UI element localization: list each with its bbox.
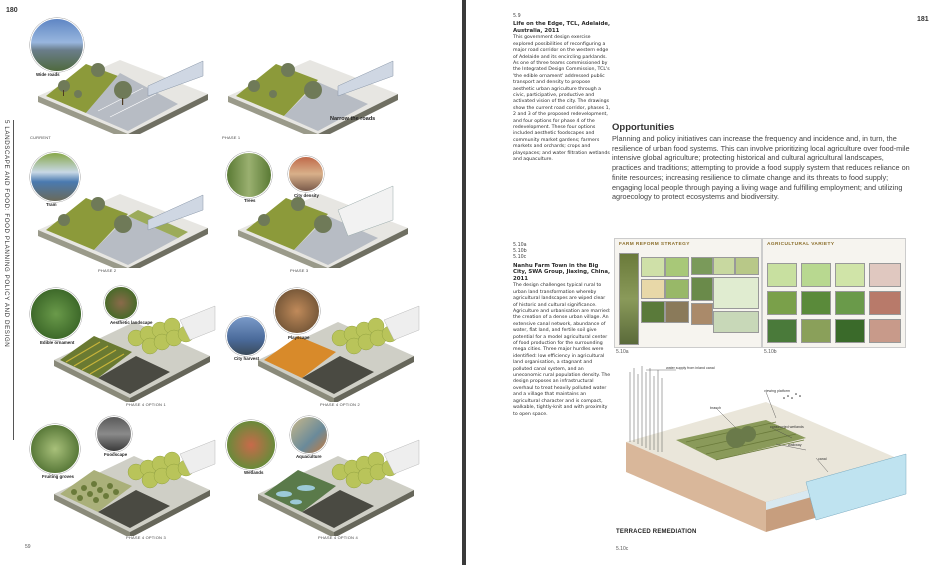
- figure-id-5-10a: 5.10a: [513, 243, 527, 248]
- diagram-phase-4-option-2: [244, 290, 424, 402]
- case-body-nanhu: The design challenges typical rural to urban land transformation whereby agricultural landscapes are wiped clear of historic and cultural significance. Agriculture and urbanisation are married: the creation of a dense urban village. An extensive canal network, abundance of water, flat land, and fertile soil give potential for a model agricultural center of food production for the surrounding mega cities. Three major hurdles were identified: low efficiency in agricultural land organisation, a stagnant and polluted canal system, and an uneconomic rural population density. The design proposes an infrastructural overhaul to treat heavily polluted water and a village that maintains an agricultural character and is compact, walkable, tightly-knit and with proximity to open space.: [513, 283, 611, 417]
- label-wetlands: Wetlands: [244, 470, 264, 475]
- board-b-thumb: [835, 291, 865, 315]
- photo-city-harvest: [226, 316, 266, 356]
- board-b-thumb: [835, 263, 865, 287]
- photo-aesthetic-landscape: [104, 286, 138, 320]
- figure-id-5-10b: 5.10b: [513, 249, 527, 255]
- board-b-caption: 5.10b: [764, 349, 777, 355]
- board-b-thumb: [869, 291, 901, 315]
- label-city-density: City density: [294, 193, 319, 198]
- photo-tram: [30, 152, 80, 202]
- board-title-farm-reform: FARM REFORM STRATEGY: [619, 242, 690, 247]
- board-agricultural-variety: [762, 238, 906, 348]
- caption-phase-4-option-3: PHASE 4 OPTION 3: [126, 535, 166, 540]
- caption-phase-3: PHASE 3: [290, 268, 309, 273]
- photo-playscape: [274, 288, 320, 334]
- board-a-thumb: [691, 303, 713, 325]
- anno-viewing-platform: viewing platform: [764, 389, 790, 393]
- photo-aquaculture: [290, 416, 328, 454]
- board-b-thumb: [801, 319, 831, 343]
- figure-id-5-9: 5.9: [513, 14, 521, 19]
- board-b-thumb: [767, 291, 797, 315]
- anno-water-supply: water supply from inland canal: [666, 366, 715, 370]
- photo-fruiting-groves: [30, 424, 80, 474]
- case-study-nanhu: [513, 243, 611, 418]
- board-a-thumb: [665, 279, 689, 299]
- label-fruiting-groves: Fruiting groves: [42, 474, 74, 479]
- board-a-thumb: [641, 257, 665, 277]
- board-b-thumb: [801, 291, 831, 315]
- board-a-thumb: [691, 257, 713, 275]
- board-b-thumb: [767, 263, 797, 287]
- photo-wide-roads: [30, 18, 84, 72]
- section-title-terraced-remediation: TERRACED REMEDIATION: [616, 529, 697, 535]
- label-wide-roads: Wide roads: [36, 72, 60, 77]
- label-city-harvest: City harvest: [234, 356, 260, 361]
- diagram-phase-1: [218, 16, 403, 134]
- caption-current: CURRENT: [30, 135, 51, 140]
- label-trees: Trees: [244, 198, 256, 203]
- board-a-thumb: [691, 277, 713, 301]
- left-page: [0, 0, 462, 565]
- board-a-thumb: [713, 277, 759, 309]
- label-aquaculture: Aquaculture: [296, 454, 322, 459]
- caption-phase-1: PHASE 1: [222, 135, 241, 140]
- anno-constructed-wetlands: constructed wetlands: [770, 425, 804, 429]
- board-a-thumb: [641, 301, 665, 323]
- label-aesthetic-landscape: Aesthetic landscape: [110, 320, 153, 325]
- sidebar-title: 5 LANDSCAPE AND FOOD: FOOD PLANNING POLICY AND DESIGN: [3, 120, 10, 348]
- opportunities-body: Planning and policy initiatives can increase the frequency and incidence and, in turn, the resilience of urban food systems. This can involve prioritizing local agriculture over food-mile intensive global agriculture; protecting historical and cultural agricultural landscapes, practices and traditions; attempting to provide a food supply system that reduces reliance on finite resources; increasing resilience to climate change and its threats to food supply; engaging local people through paying a living wage and fulfilling employment; and utilizing agroecology to protect ecosystems and biodiversity.: [612, 134, 910, 202]
- anno-branch: branch: [710, 406, 721, 410]
- terraced-remediation-diagram: [616, 362, 916, 532]
- caption-phase-2: PHASE 2: [98, 268, 117, 273]
- case-body-adelaide: This government design exercise explored possibilities of reconfiguring a major road corridor on the western edge of Adelaide and its encircling parklands. As one of three teams commissioned by the Integrated Design Commission, TCL's 'the edible ornament' addressed public transport and density to propose aesthetic urban agriculture through a civic, participative, productive and activated vision of the city. The drawings show the current road corridor, phases 1, 2 and 3 of the proposed redevelopment, and four options for phase 4 of the redevelopment. These four options included aesthetic foodscapes and community market gardens; farmers markets and orchards; crops and playspaces; and water filtration wetlands and aquaculture.: [513, 35, 611, 163]
- sidebar-rule: [13, 120, 14, 440]
- label-foodscape: Foodscape: [104, 452, 128, 457]
- board-b-thumb: [869, 263, 901, 287]
- board-a-thumb: [713, 311, 759, 333]
- label-edible-ornament: Edible ornament: [40, 340, 75, 345]
- label-narrow-roads: Narrow the roads: [330, 116, 376, 122]
- caption-phase-4-option-4: PHASE 4 OPTION 4: [318, 535, 358, 540]
- case-study-adelaide: [513, 14, 611, 164]
- anno-canal: canal: [818, 457, 827, 461]
- left-page-number: 180: [6, 7, 18, 14]
- photo-foodscape: [96, 416, 132, 452]
- board-a-thumb: [665, 301, 689, 323]
- photo-wetlands: [226, 420, 276, 470]
- board-title-agricultural-variety: AGRICULTURAL VARIETY: [767, 242, 835, 247]
- board-a-thumb: [665, 257, 689, 277]
- board-b-thumb: [835, 319, 865, 343]
- label-tram: Tram: [46, 202, 57, 207]
- right-folio: 5.10c: [616, 546, 629, 552]
- board-b-thumb: [801, 263, 831, 287]
- board-b-thumb: [869, 319, 901, 343]
- photo-edible-ornament: [30, 288, 82, 340]
- right-page-number: 181: [917, 16, 929, 23]
- board-a-strip-image: [619, 253, 639, 345]
- right-page: [466, 0, 939, 565]
- opportunities-heading: Opportunities: [612, 122, 675, 133]
- case-title-nanhu: Nanhu Farm Town in the Big City, SWA Group, Jiaxing, China, 2011: [513, 262, 611, 282]
- board-a-thumb: [735, 257, 759, 275]
- left-folio: 59: [25, 544, 31, 550]
- anno-walkway: walkway: [788, 443, 802, 447]
- caption-phase-4-option-1: PHASE 4 OPTION 1: [126, 402, 166, 407]
- opportunities-section: [612, 122, 914, 202]
- photo-city-density: [288, 156, 324, 192]
- label-playscape: Playscape: [288, 335, 310, 340]
- board-a-caption: 5.10a: [616, 349, 629, 355]
- board-b-thumb: [767, 319, 797, 343]
- board-a-thumb: [713, 257, 735, 275]
- caption-phase-4-option-2: PHASE 4 OPTION 2: [320, 402, 360, 407]
- board-farm-reform-strategy: [614, 238, 762, 348]
- case-title-adelaide: Life on the Edge, TCL, Adelaide, Australia, 2011: [513, 21, 611, 34]
- photo-trees: [226, 152, 272, 198]
- figure-id-5-10c: 5.10c: [513, 255, 527, 261]
- board-a-thumb: [641, 279, 665, 299]
